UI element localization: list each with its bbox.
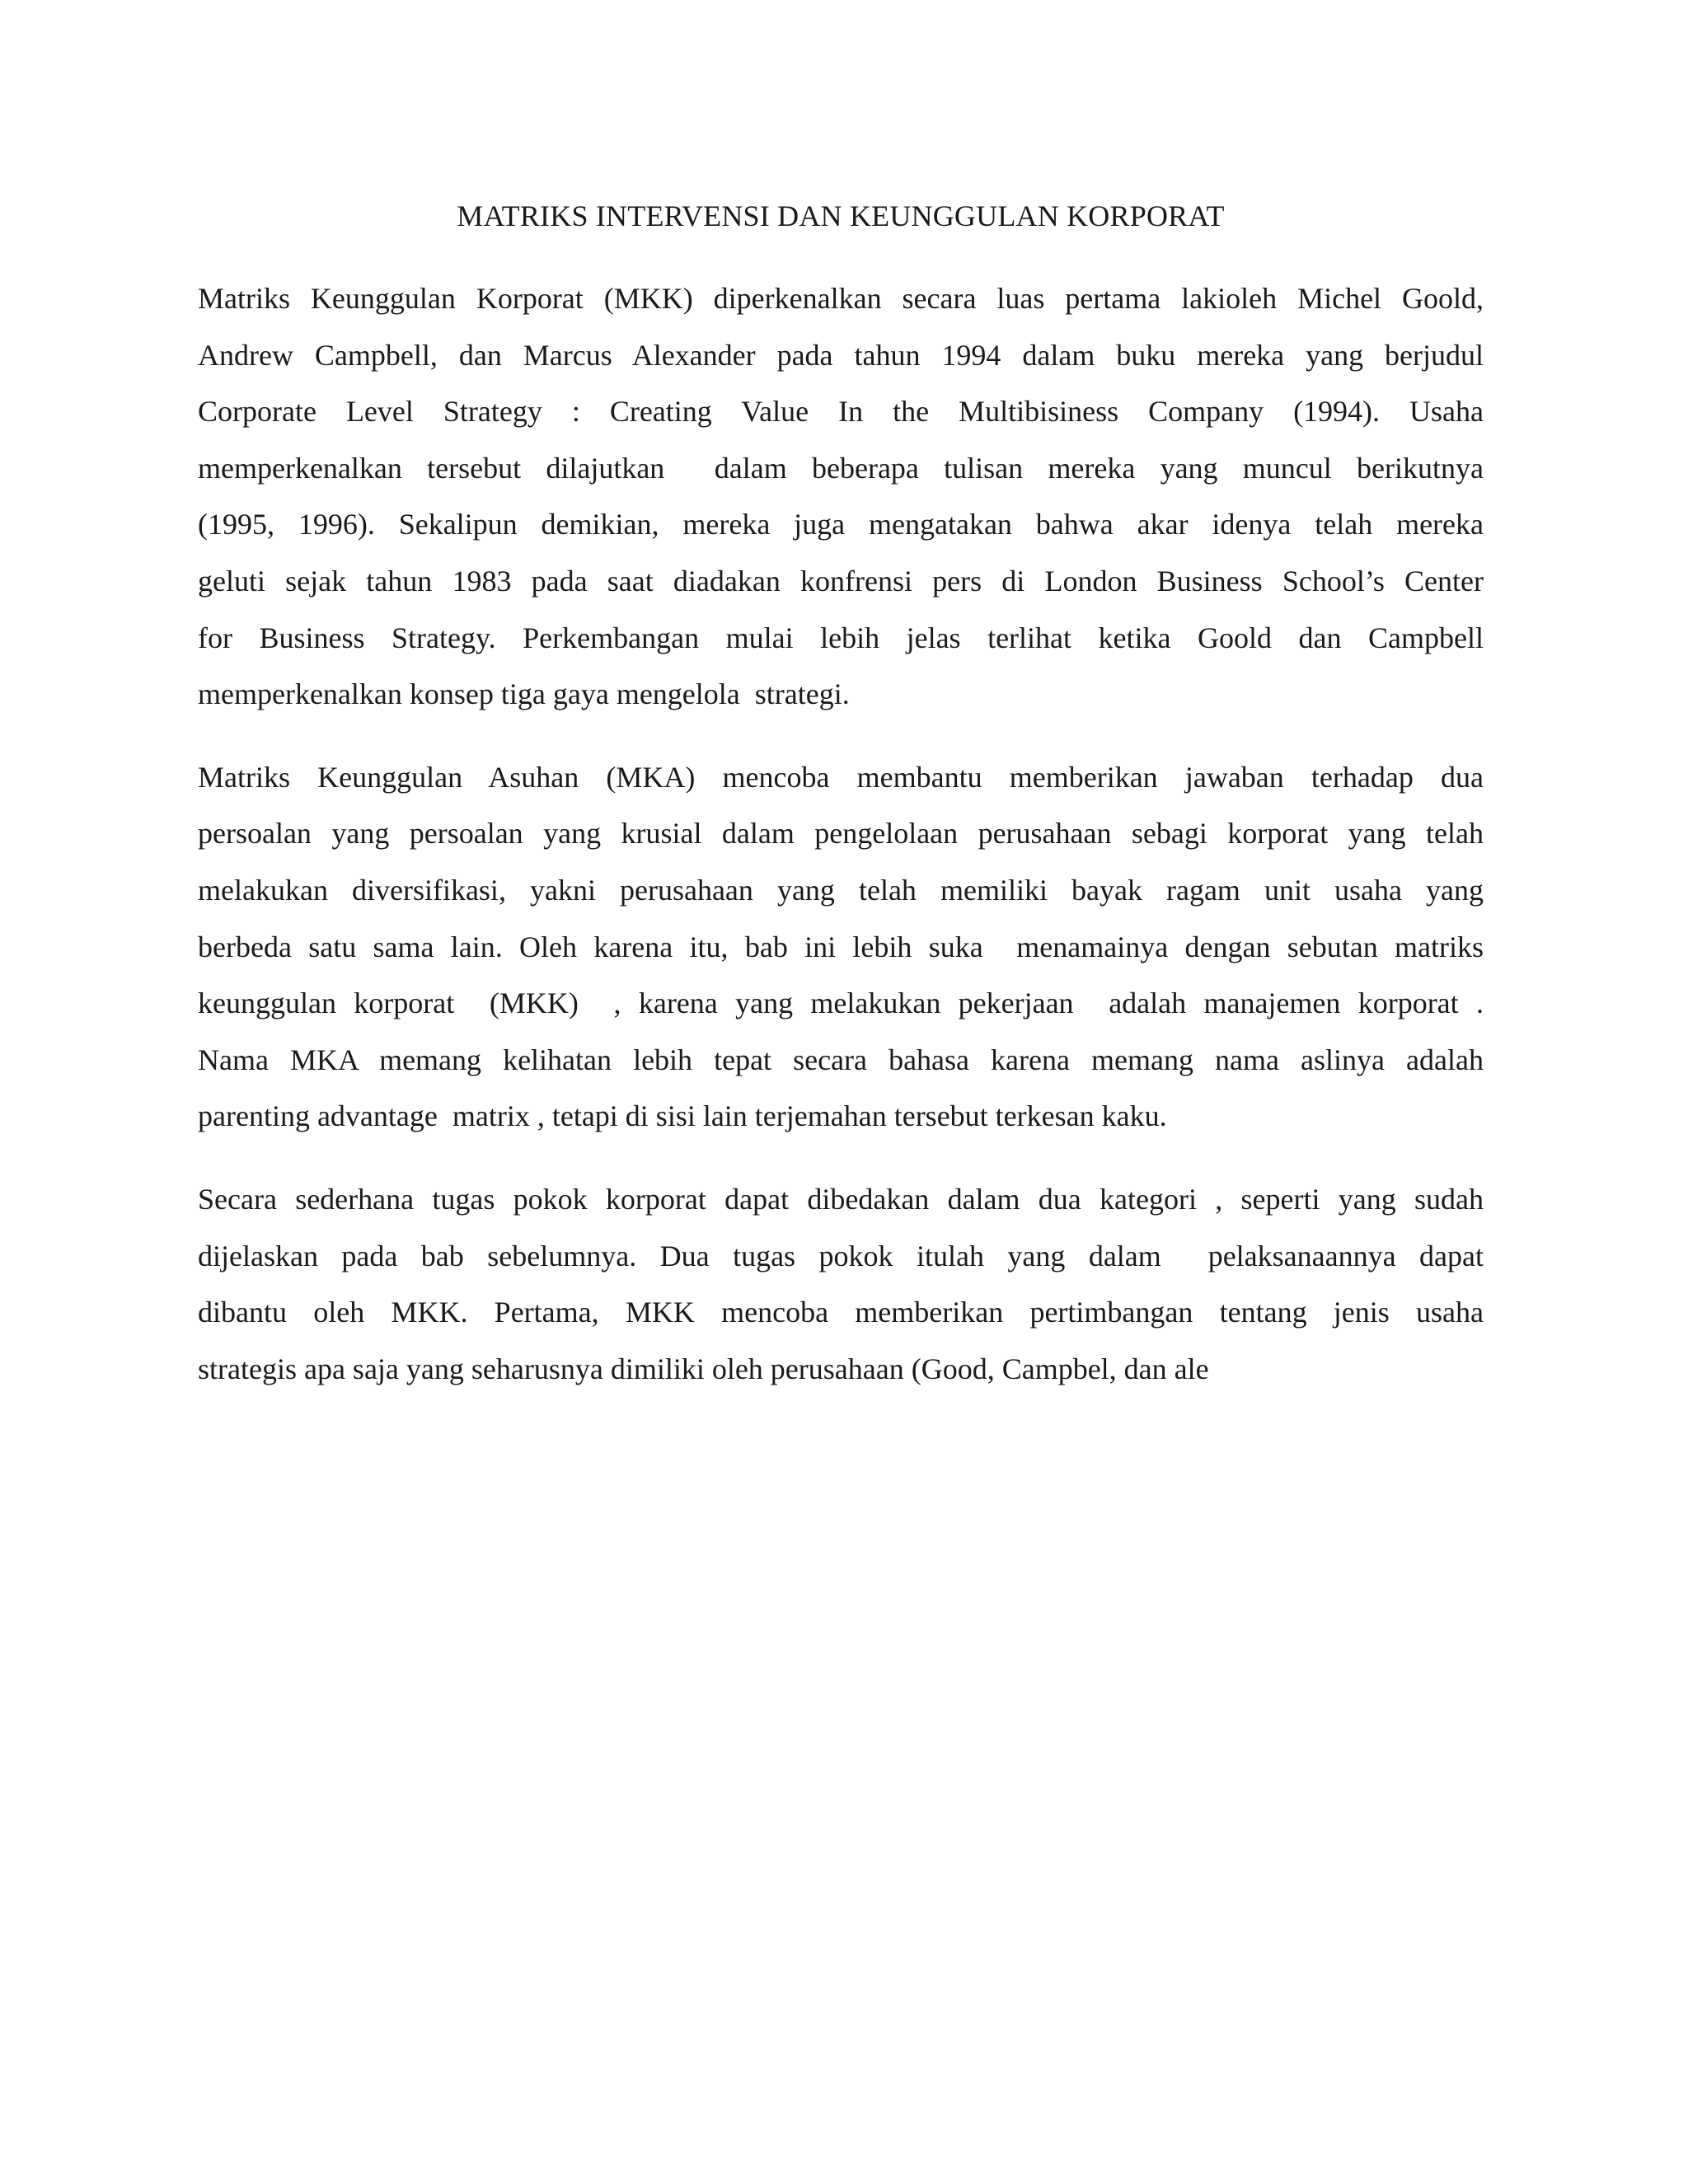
paragraph-line: memperkenalkan konsep tiga gaya mengelola strategi. xyxy=(198,677,850,711)
document-title: MATRIKS INTERVENSI DAN KEUNGGULAN KORPORAT xyxy=(457,199,1225,232)
paragraph-line: Matriks Keunggulan Korporat (MKK) diperkenalkan secara luas pertama lakioleh Michel Goold, xyxy=(198,282,1484,315)
document-page xyxy=(198,196,1484,1423)
paragraph-line: Andrew Campbell, dan Marcus Alexander pada tahun 1994 dalam buku mereka yang berjudul xyxy=(198,338,1484,372)
paragraph-line: dibantu oleh MKK. Pertama, MKK mencoba memberikan pertimbangan tentang jenis usaha xyxy=(198,1296,1484,1329)
paragraph-line: for Business Strategy. Perkembangan mulai lebih jelas terlihat ketika Goold dan Campbell xyxy=(198,621,1484,654)
paragraph-line: geluti sejak tahun 1983 pada saat diadakan konfrensi pers di London Business School’s Center xyxy=(198,564,1484,598)
paragraph-line: Matriks Keunggulan Asuhan (MKA) mencoba membantu memberikan jawaban terhadap dua xyxy=(198,760,1484,794)
paragraph-line: Nama MKA memang kelihatan lebih tepat secara bahasa karena memang nama aslinya adalah xyxy=(198,1043,1484,1076)
paragraph-line: persoalan yang persoalan yang krusial dalam pengelolaan perusahaan sebagi korporat yang telah xyxy=(198,817,1484,851)
paragraph-line: keunggulan korporat (MKK) , karena yang melakukan pekerjaan adalah manajemen korporat . xyxy=(198,987,1484,1020)
paragraph-line: memperkenalkan tersebut dilajutkan dalam beberapa tulisan mereka yang muncul berikutnya xyxy=(198,451,1484,485)
paragraph-line: parenting advantage matrix , tetapi di sisi lain terjemahan tersebut terkesan kaku. xyxy=(198,1099,1167,1133)
paragraph-line: strategis apa saja yang seharusnya dimiliki oleh perusahaan (Good, Campbel, dan ale xyxy=(198,1352,1209,1385)
paragraph-3 xyxy=(198,1171,1484,1397)
paragraph-1 xyxy=(198,270,1484,723)
paragraph-line: Secara sederhana tugas pokok korporat dapat dibedakan dalam dua kategori , seperti yang sudah xyxy=(198,1182,1484,1216)
paragraph-line: Corporate Level Strategy : Creating Value In the Multibisiness Company (1994). Usaha xyxy=(198,395,1484,429)
paragraph-line: berbeda satu sama lain. Oleh karena itu, bab ini lebih suka menamainya dengan sebutan matriks xyxy=(198,930,1484,963)
paragraph-2 xyxy=(198,749,1484,1145)
paragraph-line: melakukan diversifikasi, yakni perusahaan yang telah memiliki bayak ragam unit usaha yang xyxy=(198,873,1484,907)
paragraph-line: (1995, 1996). Sekalipun demikian, mereka juga mengatakan bahwa akar idenya telah mereka xyxy=(198,508,1484,541)
paragraph-line: dijelaskan pada bab sebelumnya. Dua tugas pokok itulah yang dalam pelaksanaannya dapat xyxy=(198,1239,1484,1272)
